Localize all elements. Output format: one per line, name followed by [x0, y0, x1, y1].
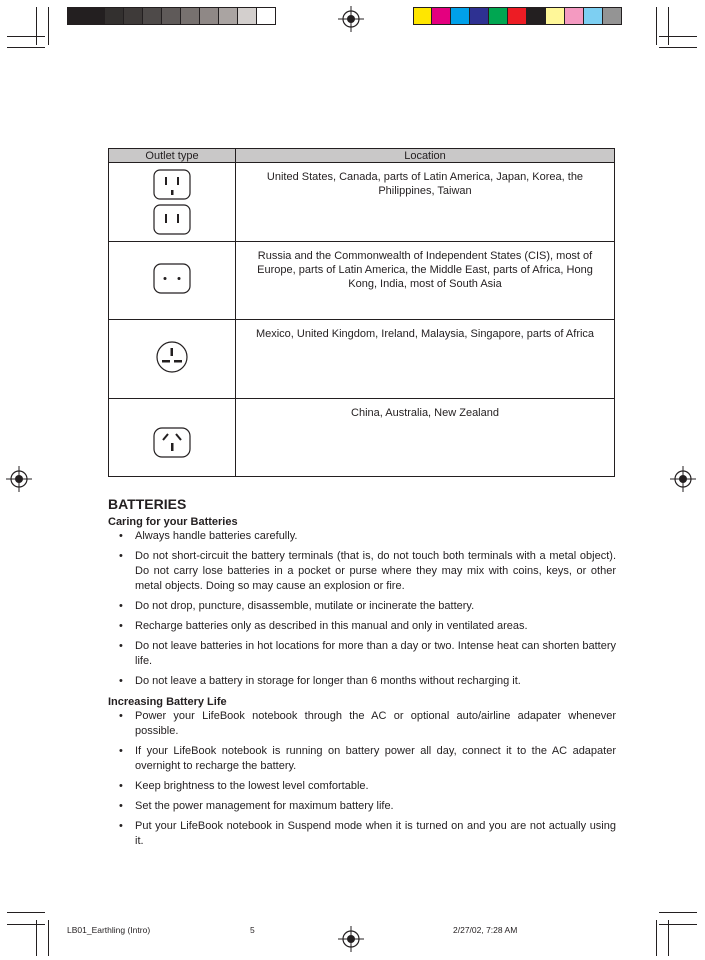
- footer-page-number: 5: [250, 925, 255, 935]
- list-item: • Power your LifeBook notebook through the AC or optional auto/airline adapater whenever possible.: [108, 709, 616, 739]
- gray-swatch: [86, 7, 105, 25]
- outlet-type-table: [108, 148, 615, 477]
- registration-mark-icon: [670, 466, 696, 492]
- gray-swatch: [200, 7, 219, 25]
- table-header-row: [109, 149, 615, 163]
- color-swatch: [584, 7, 603, 25]
- list-item: • Do not leave a battery in storage for longer than 6 months without recharging it.: [108, 674, 616, 689]
- list-item: • Always handle batteries carefully.: [108, 529, 616, 544]
- color-swatch: [451, 7, 470, 25]
- outlet-icon-cell: [109, 163, 236, 242]
- table-row: [109, 163, 615, 242]
- table-row: [109, 320, 615, 399]
- gray-swatch: [105, 7, 124, 25]
- outlet-icon-cell: [109, 320, 236, 399]
- color-swatch: [546, 7, 565, 25]
- footer-timestamp: 2/27/02, 7:28 AM: [453, 925, 518, 935]
- gray-swatch: [238, 7, 257, 25]
- list-item: • Set the power management for maximum battery life.: [108, 799, 616, 814]
- list-item: • Recharge batteries only as described in this manual and only in ventilated areas.: [108, 619, 616, 634]
- gray-swatch: [67, 7, 86, 25]
- color-swatch: [489, 7, 508, 25]
- cmyk-color-bar: [413, 7, 622, 25]
- caring-list: [108, 529, 616, 694]
- color-swatch: [603, 7, 622, 25]
- table-row: [109, 399, 615, 477]
- us-outlet-icon: [152, 168, 192, 238]
- gray-swatch: [181, 7, 200, 25]
- location-cell: Russia and the Commonwealth of Independent States (CIS), most of Europe, parts of Latin America, the Middle East, parts of Africa, Hong Kong, India, most of South Asia: [236, 242, 615, 320]
- location-cell: China, Australia, New Zealand: [236, 399, 615, 477]
- uk-outlet-icon: [155, 340, 189, 374]
- registration-mark-icon: [338, 6, 364, 32]
- list-item: • Keep brightness to the lowest level comfortable.: [108, 779, 616, 794]
- gray-swatch: [162, 7, 181, 25]
- color-swatch: [470, 7, 489, 25]
- footer-filename: LB01_Earthling (Intro): [67, 925, 151, 935]
- list-item: • Do not short-circuit the battery terminals (that is, do not touch both terminals with a metal object). Do not carry lose batteries in a pocket or purse where they may mix with coins, keys, or other metal objects. Doing so may cause an explosion or fire.: [108, 549, 616, 594]
- gray-swatch: [143, 7, 162, 25]
- outlet-type-header: Outlet type: [109, 149, 236, 163]
- outlet-icon-cell: [109, 399, 236, 477]
- color-swatch: [508, 7, 527, 25]
- list-item: • Put your LifeBook notebook in Suspend mode when it is turned on and you are not actually using it.: [108, 819, 616, 849]
- location-cell: Mexico, United Kingdom, Ireland, Malaysia, Singapore, parts of Africa: [236, 320, 615, 399]
- outlet-icon-cell: [109, 242, 236, 320]
- location-header: Location: [236, 149, 615, 163]
- gray-swatch: [124, 7, 143, 25]
- registration-mark-icon: [338, 926, 364, 952]
- gray-swatch: [257, 7, 276, 25]
- color-swatch: [432, 7, 451, 25]
- location-cell: United States, Canada, parts of Latin America, Japan, Korea, the Philippines, Taiwan: [236, 163, 615, 242]
- color-swatch: [527, 7, 546, 25]
- list-item: • Do not leave batteries in hot locations for more than a day or two. Intense heat can shorten battery life.: [108, 639, 616, 669]
- list-item: • If your LifeBook notebook is running on battery power all day, connect it to the AC adapater overnight to recharge the battery.: [108, 744, 616, 774]
- color-swatch: [565, 7, 584, 25]
- color-swatch: [413, 7, 432, 25]
- battery-life-list: [108, 709, 616, 854]
- table-row: [109, 242, 615, 320]
- caring-subheading: Caring for your Batteries: [108, 516, 238, 528]
- registration-mark-icon: [6, 466, 32, 492]
- list-item: • Do not drop, puncture, disassemble, mutilate or incinerate the battery.: [108, 599, 616, 614]
- battery-life-subheading: Increasing Battery Life: [108, 696, 227, 708]
- european-outlet-icon: [152, 262, 192, 296]
- australian-outlet-icon: [152, 426, 192, 460]
- batteries-heading: BATTERIES: [108, 496, 187, 512]
- gray-swatch: [219, 7, 238, 25]
- grayscale-color-bar: [67, 7, 276, 25]
